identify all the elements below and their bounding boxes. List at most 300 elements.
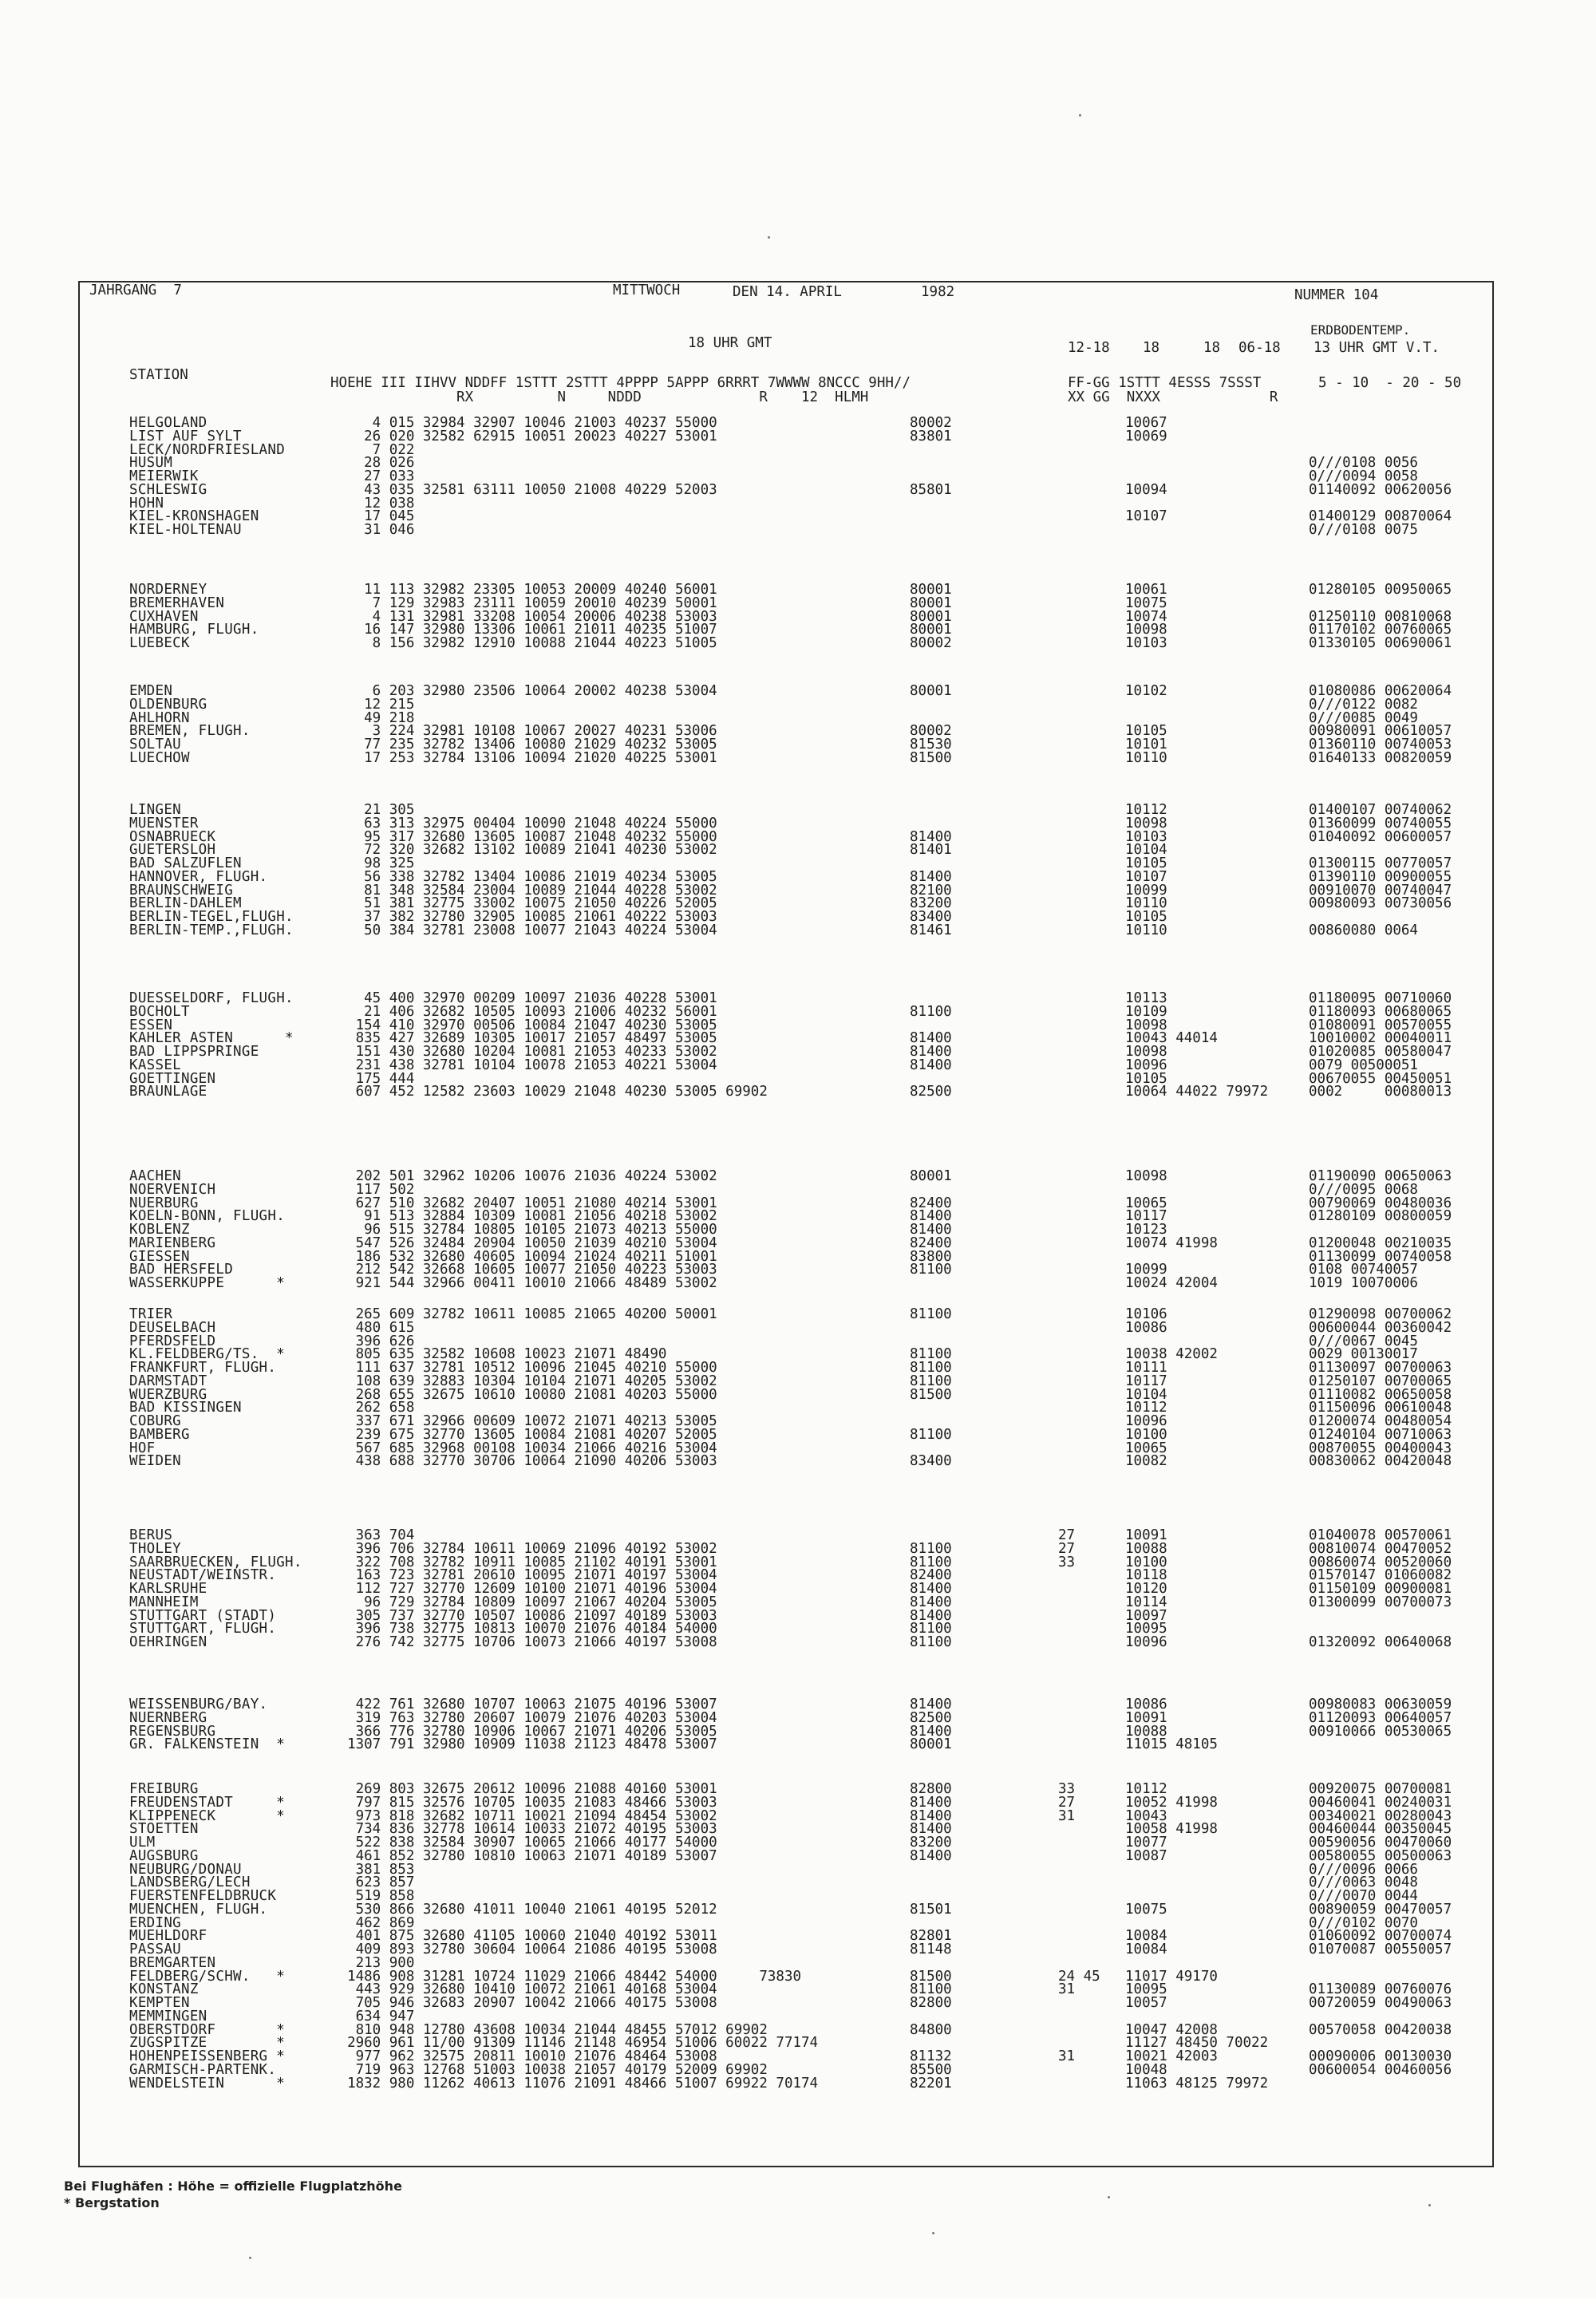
observation-codes: 111 637 32781 10512 10096 21045 40210 55000 — [330, 1360, 717, 1376]
station-name: NUERNBERG — [129, 1709, 207, 1726]
code-header-row1: HOEHE III IIHVV NDDFF 1STTT 2STTT 4PPPP 5APPP 6RRRT 7WWWW 8NCCC 9HH// — [330, 375, 911, 391]
cloud-code: 81100 — [910, 1634, 952, 1650]
station-name: BREMGARTEN — [129, 1954, 216, 1971]
soil-temps: 0///0063 0048 — [1309, 1874, 1418, 1891]
observation-codes: 27 033 — [330, 468, 415, 484]
station-name: COBURG — [129, 1413, 182, 1429]
cloud-code: 80001 — [910, 622, 952, 638]
observation-codes: 396 738 32775 10813 10070 21076 40184 54000 — [330, 1621, 717, 1637]
observation-codes: 163 723 32781 20610 10095 21071 40197 53004 — [330, 1567, 717, 1584]
temp-extremes: 10094 — [1125, 481, 1167, 498]
station-name: REGENSBURG — [129, 1723, 216, 1740]
cloud-code: 80001 — [910, 608, 952, 625]
station-name: HAMBURG, FLUGH. — [129, 622, 259, 638]
temp-extremes: 10102 — [1125, 683, 1167, 699]
soil-temps: 0108 00740057 — [1309, 1262, 1418, 1278]
temp-extremes: 10112 — [1125, 1400, 1167, 1416]
cloud-code: 82801 — [910, 1928, 952, 1945]
temp-extremes: 10048 — [1125, 2061, 1167, 2078]
station-name: KARLSRUHE — [129, 1581, 207, 1597]
station-name: FUERSTENFELDBRUCK — [129, 1888, 277, 1904]
observation-codes: 96 729 32784 10809 10097 21067 40204 53005 — [330, 1594, 717, 1610]
temp-extremes: 10113 — [1125, 990, 1167, 1006]
soil-temps: 01640133 00820059 — [1309, 749, 1452, 766]
footnote-mountain: * Bergstation — [64, 2195, 160, 2210]
observation-codes: 634 947 — [330, 2008, 415, 2024]
observation-codes: 322 708 32782 10911 10085 21102 40191 53001 — [330, 1554, 717, 1570]
observation-codes: 117 502 — [330, 1181, 415, 1198]
observation-codes: 2960 961 11/00 91309 11146 21148 46954 51006 60022 77174 — [330, 2035, 819, 2052]
scan-speck — [1079, 114, 1081, 117]
soil-temps: 01040092 00600057 — [1309, 828, 1452, 845]
station-name: KOELN-BONN, FLUGH. — [129, 1208, 286, 1225]
station-name: ERDING — [129, 1914, 182, 1931]
observation-codes: 519 858 — [330, 1888, 415, 1904]
cloud-code: 82400 — [910, 1567, 952, 1584]
soil-temps: 00670055 00450051 — [1309, 1070, 1452, 1087]
station-name: SAARBRUECKEN, FLUGH. — [129, 1554, 302, 1570]
soil-temps: 01130099 00740058 — [1309, 1248, 1452, 1265]
station-name: MUENCHEN, FLUGH. — [129, 1901, 268, 1918]
observation-codes: 522 838 32584 30907 10065 21066 40177 54000 — [330, 1835, 717, 1851]
cloud-code: 81530 — [910, 737, 952, 753]
wind-gust: 31 — [1058, 1981, 1076, 1998]
soil-temps: 01140092 00620056 — [1309, 481, 1452, 498]
soil-temps: 00600044 00360042 — [1309, 1319, 1452, 1336]
station-name: BAD KISSINGEN — [129, 1400, 242, 1416]
soil-temps: 00980093 00730056 — [1309, 895, 1452, 912]
station-name: LUEBECK — [129, 635, 190, 651]
station-name: MANNHEIM — [129, 1594, 199, 1610]
col-13-uhr: 13 UHR GMT V.T. — [1314, 340, 1440, 356]
cloud-code: 81100 — [910, 1003, 952, 1020]
cloud-code: 81501 — [910, 1901, 952, 1918]
observation-codes: 50 384 32781 23008 10077 21043 40224 53004 — [330, 922, 717, 938]
soil-temps: 0002 00080013 — [1309, 1084, 1452, 1100]
wind-gust: 33 — [1058, 1554, 1076, 1570]
observation-codes: 623 857 — [330, 1874, 415, 1891]
station-name: NOERVENICH — [129, 1181, 216, 1198]
cloud-code: 80002 — [910, 723, 952, 740]
observation-codes: 81 348 32584 23004 10089 21044 40228 53002 — [330, 882, 717, 899]
observation-codes: 705 946 32683 20907 10042 21066 40175 53008 — [330, 1995, 717, 2011]
soil-temps: 01290098 00700062 — [1309, 1306, 1452, 1322]
temp-extremes: 10100 — [1125, 1426, 1167, 1443]
col-18-a: 18 — [1143, 340, 1160, 356]
temp-extremes: 10058 41998 — [1125, 1821, 1218, 1838]
station-name: SCHLESWIG — [129, 481, 207, 498]
soil-temps: 01130089 00760076 — [1309, 1981, 1452, 1998]
station-name: FRANKFURT, FLUGH. — [129, 1360, 277, 1376]
observation-codes: 28 026 — [330, 455, 415, 472]
cloud-code: 81100 — [910, 1981, 952, 1998]
observation-codes: 4 015 32984 32907 10046 21003 40237 55000 — [330, 415, 717, 431]
cloud-code: 81100 — [910, 1360, 952, 1376]
cloud-code: 81400 — [910, 828, 952, 845]
soil-temps: 01240104 00710063 — [1309, 1426, 1452, 1443]
soil-temps: 00920075 00700081 — [1309, 1781, 1452, 1797]
cloud-code: 81400 — [910, 1821, 952, 1838]
cloud-code: 81500 — [910, 1968, 952, 1985]
observation-codes: 1486 908 31281 10724 11029 21066 48442 54000 73830 — [330, 1968, 802, 1985]
temp-extremes: 10074 — [1125, 608, 1167, 625]
observation-codes: 112 727 32770 12609 10100 21071 40196 53004 — [330, 1581, 717, 1597]
soil-temps: 0///0108 0056 — [1309, 455, 1418, 472]
station-name: WASSERKUPPE * — [129, 1275, 286, 1291]
observation-codes: 973 818 32682 10711 10021 21094 48454 53002 — [330, 1807, 717, 1824]
soil-temps: 1019 10070006 — [1309, 1275, 1418, 1291]
soil-temps: 01200074 00480054 — [1309, 1413, 1452, 1429]
observation-codes: 810 948 12780 43608 10034 21044 48455 57012 69902 — [330, 2021, 768, 2038]
depth-header: 5 - 10 - 20 - 50 — [1318, 375, 1462, 391]
station-name: BAD HERSFELD — [129, 1262, 234, 1278]
station-name: ESSEN — [129, 1017, 173, 1033]
observation-codes: 366 776 32780 10906 10067 21071 40206 53005 — [330, 1723, 717, 1740]
temp-extremes: 10103 — [1125, 635, 1167, 651]
observation-codes: 7 022 — [330, 441, 415, 458]
soil-temps: 01130097 00700063 — [1309, 1360, 1452, 1376]
station-name: PFERDSFELD — [129, 1333, 216, 1349]
observation-codes: 363 704 — [330, 1527, 415, 1543]
obs-time-label: 18 UHR GMT — [688, 335, 772, 351]
observation-codes: 37 382 32780 32905 10085 21061 40222 53003 — [330, 909, 717, 925]
cloud-code: 80001 — [910, 1168, 952, 1184]
soil-temps: 01180095 00710060 — [1309, 990, 1452, 1006]
soil-temps: 01570147 01060082 — [1309, 1567, 1452, 1584]
cloud-code: 80001 — [910, 683, 952, 699]
soil-temps: 00600054 00460056 — [1309, 2061, 1452, 2078]
station-name: GR. FALKENSTEIN * — [129, 1736, 286, 1753]
cloud-code: 81400 — [910, 1723, 952, 1740]
observation-codes: 438 688 32770 30706 10064 21090 40206 53003 — [330, 1453, 717, 1470]
cloud-code: 81100 — [910, 1346, 952, 1363]
temp-extremes: 10064 44022 79972 — [1125, 1084, 1269, 1100]
station-name: WENDELSTEIN * — [129, 2075, 286, 2092]
soil-temps: 0///0094 0058 — [1309, 468, 1418, 484]
cloud-code: 83200 — [910, 1835, 952, 1851]
soil-temps: 01080091 00570055 — [1309, 1017, 1452, 1033]
observation-codes: 12 215 — [330, 696, 415, 713]
station-name: STOETTEN — [129, 1821, 199, 1838]
temp-extremes: 10095 — [1125, 1981, 1167, 1998]
station-name: SOLTAU — [129, 737, 182, 753]
soil-temps: 01360099 00740055 — [1309, 815, 1452, 832]
observation-codes: 45 400 32970 00209 10097 21036 40228 53001 — [330, 990, 717, 1006]
ff-header-row2: XX GG NXXX R — [1068, 389, 1278, 405]
cloud-code: 81400 — [910, 1581, 952, 1597]
station-name: MUEHLDORF — [129, 1928, 207, 1945]
soil-temps: 0///0096 0066 — [1309, 1861, 1418, 1878]
observation-codes: 21 406 32682 10505 10093 21006 40232 56001 — [330, 1003, 717, 1020]
station-name: MUENSTER — [129, 815, 199, 832]
soil-temps: 01330105 00690061 — [1309, 635, 1452, 651]
soil-temps: 00980083 00630059 — [1309, 1697, 1452, 1712]
station-name: KOBLENZ — [129, 1222, 190, 1238]
station-name: NUERBURG — [129, 1195, 199, 1211]
observation-codes: 95 317 32680 13605 10087 21048 40232 55000 — [330, 828, 717, 845]
station-name: OSNABRUECK — [129, 828, 216, 845]
temp-extremes: 10043 44014 — [1125, 1030, 1218, 1047]
observation-codes: 276 742 32775 10706 10073 21066 40197 53008 — [330, 1634, 717, 1650]
cloud-code: 81400 — [910, 1697, 952, 1712]
temp-extremes: 10106 — [1125, 1306, 1167, 1322]
observation-codes: 16 147 32980 13306 10061 21011 40235 51007 — [330, 622, 717, 638]
cloud-code: 82400 — [910, 1195, 952, 1211]
wind-gust: 31 — [1058, 1807, 1076, 1824]
station-name: AHLHORN — [129, 709, 190, 726]
soil-temps: 01400107 00740062 — [1309, 802, 1452, 818]
soil-temps: 00910070 00740047 — [1309, 882, 1452, 899]
observation-codes: 921 544 32966 00411 10010 21066 48489 53002 — [330, 1275, 717, 1291]
station-name: PASSAU — [129, 1942, 182, 1957]
observation-codes: 269 803 32675 20612 10096 21088 40160 53001 — [330, 1781, 717, 1797]
observation-codes: 202 501 32962 10206 10076 21036 40224 53002 — [330, 1168, 717, 1184]
observation-codes: 607 452 12582 23603 10029 21048 40230 53005 69902 — [330, 1084, 768, 1100]
station-name: AACHEN — [129, 1168, 182, 1184]
soil-temps: 00790069 00480036 — [1309, 1195, 1452, 1211]
observation-codes: 977 962 32575 20811 10010 21076 48464 53008 — [330, 2048, 717, 2064]
station-name: KEMPTEN — [129, 1995, 190, 2011]
temp-extremes: 10082 — [1125, 1453, 1167, 1470]
station-name: GIESSEN — [129, 1248, 190, 1265]
temp-extremes: 10047 42008 — [1125, 2021, 1218, 2038]
observation-codes: 17 253 32784 13106 10094 21020 40225 53001 — [330, 749, 717, 766]
station-name: BOCHOLT — [129, 1003, 190, 1020]
soil-temps: 0///0102 0070 — [1309, 1914, 1418, 1931]
observation-codes: 6 203 32980 23506 10064 20002 40238 53004 — [330, 683, 717, 699]
observation-codes: 26 020 32582 62915 10051 20023 40227 53001 — [330, 428, 717, 444]
cloud-code: 81100 — [910, 1426, 952, 1443]
soil-temps: 01120093 00640057 — [1309, 1709, 1452, 1726]
observation-codes: 396 706 32784 10611 10069 21096 40192 53002 — [330, 1540, 717, 1557]
station-name: FREUDENSTADT * — [129, 1794, 286, 1811]
cloud-code: 80001 — [910, 582, 952, 598]
soil-temps: 01280105 00950065 — [1309, 582, 1452, 598]
scan-speck — [768, 236, 770, 239]
observation-codes: 734 836 32778 10614 10033 21072 40195 53003 — [330, 1821, 717, 1838]
station-name: OEHRINGEN — [129, 1634, 207, 1650]
soil-temps: 01150109 00900081 — [1309, 1581, 1452, 1597]
station-name: LANDSBERG/LECH — [129, 1874, 251, 1891]
observation-codes: 401 875 32680 41105 10060 21040 40192 53011 — [330, 1928, 717, 1945]
cloud-code: 81100 — [910, 1554, 952, 1570]
wind-gust: 33 — [1058, 1781, 1076, 1797]
observation-codes: 56 338 32782 13404 10086 21019 40234 53005 — [330, 868, 717, 885]
station-name: EMDEN — [129, 683, 173, 699]
cloud-code: 81100 — [910, 1373, 952, 1389]
soil-temps: 00860074 00520060 — [1309, 1554, 1452, 1570]
station-name: BAD SALZUFLEN — [129, 855, 242, 871]
station-name: HANNOVER, FLUGH. — [129, 868, 268, 885]
soil-temps: 01300099 00700073 — [1309, 1594, 1452, 1610]
temp-extremes: 10103 — [1125, 828, 1167, 845]
soil-temps: 00870055 00400043 — [1309, 1440, 1452, 1456]
code-header-row2: RX N NDDD R 12 HLMH — [330, 389, 869, 405]
station-name: DEUSELBACH — [129, 1319, 216, 1336]
station-name: STUTTGART (STADT) — [129, 1607, 277, 1624]
soil-temps: 0///0070 0044 — [1309, 1888, 1418, 1904]
observation-codes: 43 035 32581 63111 10050 21008 40229 52003 — [330, 481, 717, 498]
scan-speck — [932, 2232, 934, 2234]
observation-codes: 443 929 32680 10410 10072 21061 40168 53004 — [330, 1981, 717, 1998]
soil-temps: 00810074 00470052 — [1309, 1540, 1452, 1557]
temp-extremes: 10117 — [1125, 1373, 1167, 1389]
cloud-code: 82800 — [910, 1781, 952, 1797]
cloud-code: 81100 — [910, 1621, 952, 1637]
temp-extremes: 10105 — [1125, 723, 1167, 740]
station-name: STUTTGART, FLUGH. — [129, 1621, 277, 1637]
observation-codes: 12 038 — [330, 495, 415, 512]
soil-temps: 00910066 00530065 — [1309, 1723, 1452, 1740]
station-name: WEISSENBURG/BAY. — [129, 1697, 268, 1712]
footnote-airports: Bei Flughäfen : Höhe = offizielle Flugplatzhöhe — [64, 2179, 402, 2194]
soil-temps: 01020085 00580047 — [1309, 1044, 1452, 1060]
temp-extremes: 10069 — [1125, 428, 1167, 444]
station-name: TRIER — [129, 1306, 173, 1322]
temp-extremes: 10107 — [1125, 508, 1167, 525]
temp-extremes: 10099 — [1125, 882, 1167, 899]
observation-codes: 91 513 32884 10309 10081 21056 40218 53002 — [330, 1208, 717, 1225]
observation-codes: 212 542 32668 10605 10077 21050 40223 53003 — [330, 1262, 717, 1278]
soil-temps: 00890059 00470057 — [1309, 1901, 1452, 1918]
observation-codes: 547 526 32484 20904 10050 21039 40210 53004 — [330, 1234, 717, 1251]
cloud-code: 81461 — [910, 922, 952, 938]
temp-extremes: 10096 — [1125, 1413, 1167, 1429]
cloud-code: 81400 — [910, 1847, 952, 1864]
soil-temps: 01300115 00770057 — [1309, 855, 1452, 871]
temp-extremes: 10110 — [1125, 922, 1167, 938]
temp-extremes: 10112 — [1125, 802, 1167, 818]
observation-codes: 805 635 32582 10608 10023 21071 48490 — [330, 1346, 667, 1363]
station-name: NEUBURG/DONAU — [129, 1861, 242, 1878]
observation-codes: 1307 791 32980 10909 11038 21123 48478 53007 — [330, 1736, 717, 1753]
temp-extremes: 10096 — [1125, 1057, 1167, 1073]
soil-temps: 01060092 00700074 — [1309, 1928, 1452, 1945]
temp-extremes: 10104 — [1125, 842, 1167, 859]
station-name: KL.FELDBERG/TS. * — [129, 1346, 286, 1363]
soil-temps: 00980091 00610057 — [1309, 723, 1452, 740]
station-name: BAMBERG — [129, 1426, 190, 1443]
cloud-code: 81400 — [910, 1044, 952, 1060]
station-name: HOHENPEISSENBERG * — [129, 2048, 286, 2064]
cloud-code: 81400 — [910, 1208, 952, 1225]
observation-codes: 319 763 32780 20607 10079 21076 40203 53004 — [330, 1709, 717, 1726]
observation-codes: 797 815 32576 10705 10035 21083 48466 53003 — [330, 1794, 717, 1811]
station-name: BREMEN, FLUGH. — [129, 723, 251, 740]
soil-temps: 00460044 00350045 — [1309, 1821, 1452, 1838]
cloud-code: 82800 — [910, 1995, 952, 2011]
soil-temps: 01170102 00760065 — [1309, 622, 1452, 638]
soil-temps: 0///0122 0082 — [1309, 696, 1418, 713]
observation-codes: 77 235 32782 13406 10080 21029 40232 53005 — [330, 737, 717, 753]
observation-codes: 21 305 — [330, 802, 415, 818]
cloud-code: 81400 — [910, 868, 952, 885]
observation-codes: 530 866 32680 41011 10040 21061 40195 52012 — [330, 1901, 717, 1918]
table-frame — [78, 281, 1494, 2167]
station-name: ZUGSPITZE * — [129, 2035, 286, 2052]
wind-gust: 27 — [1058, 1527, 1076, 1543]
wind-gust: 31 — [1058, 2048, 1076, 2064]
soil-temps: 01070087 00550057 — [1309, 1942, 1452, 1957]
observation-codes: 3 224 32981 10108 10067 20027 40231 53006 — [330, 723, 717, 740]
station-name: GARMISCH-PARTENK. — [129, 2061, 277, 2078]
station-name: DARMSTADT — [129, 1373, 207, 1389]
cloud-code: 82500 — [910, 1709, 952, 1726]
soil-temps: 01150096 00610048 — [1309, 1400, 1452, 1416]
station-name: KIEL-KRONSHAGEN — [129, 508, 259, 525]
station-name: AUGSBURG — [129, 1847, 199, 1864]
soil-temps: 00590056 00470060 — [1309, 1835, 1452, 1851]
temp-extremes: 10107 — [1125, 868, 1167, 885]
observation-codes: 72 320 32682 13102 10089 21041 40230 53002 — [330, 842, 717, 859]
soil-temps: 01040078 00570061 — [1309, 1527, 1452, 1543]
soil-temps: 01110082 00650058 — [1309, 1386, 1452, 1403]
soil-temps: 0///0095 0068 — [1309, 1181, 1418, 1198]
station-name: NEUSTADT/WEINSTR. — [129, 1567, 277, 1584]
observation-codes: 8 156 32982 12910 10088 21044 40223 51005 — [330, 635, 717, 651]
soil-temps: 00860080 0064 — [1309, 922, 1418, 938]
observation-codes: 461 852 32780 10810 10063 21071 40189 53007 — [330, 1847, 717, 1864]
observation-codes: 835 427 32689 10305 10017 21057 48497 53005 — [330, 1030, 717, 1047]
col-18-b: 18 — [1203, 340, 1221, 356]
temp-extremes: 11015 48105 — [1125, 1736, 1218, 1753]
soil-temps: 00340021 00280043 — [1309, 1807, 1452, 1824]
wind-gust: 27 — [1058, 1540, 1076, 1557]
station-name: HOHN — [129, 495, 164, 512]
temp-extremes: 10099 — [1125, 1262, 1167, 1278]
station-name: BRAUNSCHWEIG — [129, 882, 234, 899]
station-name: KAHLER ASTEN * — [129, 1030, 294, 1047]
soil-temps: 01180093 00680065 — [1309, 1003, 1452, 1020]
cloud-code: 81400 — [910, 1807, 952, 1824]
observation-codes: 231 438 32781 10104 10078 21053 40221 53004 — [330, 1057, 717, 1073]
temp-extremes: 10111 — [1125, 1360, 1167, 1376]
temp-extremes: 10123 — [1125, 1222, 1167, 1238]
cloud-code: 83200 — [910, 895, 952, 912]
observation-codes: 154 410 32970 00506 10084 21047 40230 53005 — [330, 1017, 717, 1033]
observation-codes: 305 737 32770 10507 10086 21097 40189 53003 — [330, 1607, 717, 1624]
cloud-code: 85500 — [910, 2061, 952, 2078]
observation-codes: 409 893 32780 30604 10064 21086 40195 53008 — [330, 1942, 717, 1957]
cloud-code: 81401 — [910, 842, 952, 859]
observation-codes: 151 430 32680 10204 10081 21053 40233 53002 — [330, 1044, 717, 1060]
temp-extremes: 10088 — [1125, 1723, 1167, 1740]
station-name: KONSTANZ — [129, 1981, 199, 1998]
soil-temp-label: ERDBODENTEMP. — [1310, 322, 1411, 338]
temp-extremes: 10096 — [1125, 1634, 1167, 1650]
observation-codes: 567 685 32968 00108 10034 21066 40216 53004 — [330, 1440, 717, 1456]
temp-extremes: 10100 — [1125, 1554, 1167, 1570]
temp-extremes: 10118 — [1125, 1567, 1167, 1584]
temp-extremes: 10061 — [1125, 582, 1167, 598]
wind-gust: 24 45 — [1058, 1968, 1100, 1985]
cloud-code: 81100 — [910, 1540, 952, 1557]
cloud-code: 83400 — [910, 1453, 952, 1470]
station-name: OBERSTDORF * — [129, 2021, 286, 2038]
temp-extremes: 10043 — [1125, 1807, 1167, 1824]
cloud-code: 81148 — [910, 1942, 952, 1957]
cloud-code: 80002 — [910, 415, 952, 431]
temp-extremes: 10024 42004 — [1125, 1275, 1218, 1291]
cloud-code: 81400 — [910, 1057, 952, 1073]
observation-codes: 17 045 — [330, 508, 415, 525]
station-name: NORDERNEY — [129, 582, 207, 598]
cloud-code: 81400 — [910, 1222, 952, 1238]
year: 1982 — [921, 284, 955, 300]
station-name: LINGEN — [129, 802, 182, 818]
station-name: BERLIN-DAHLEM — [129, 895, 242, 912]
soil-temps: 00570058 00420038 — [1309, 2021, 1452, 2038]
